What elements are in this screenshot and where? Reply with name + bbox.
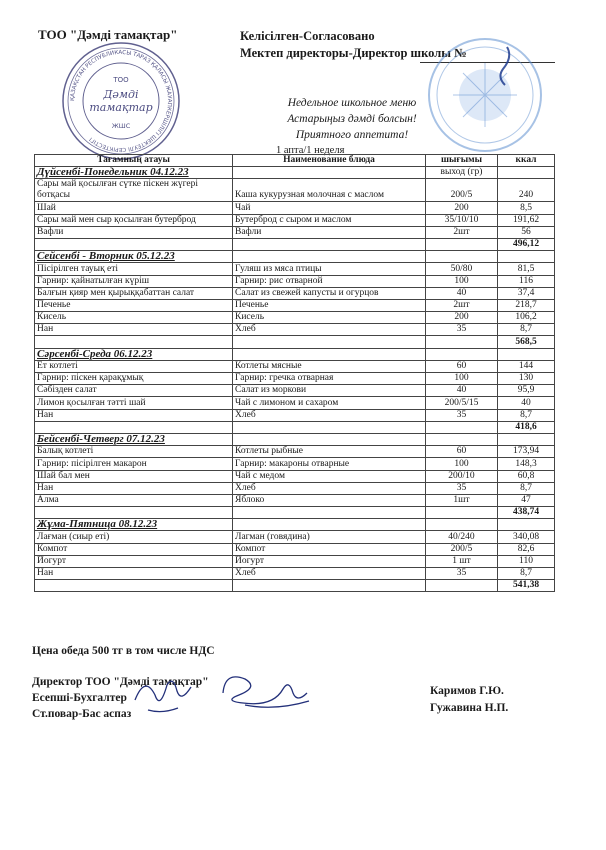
day-blank-cell: [233, 167, 426, 179]
dish-name-kz: Гарнир: піскен қарақұмық: [35, 373, 233, 385]
table-row: [35, 397, 555, 409]
table-row: [35, 482, 555, 494]
tagline-ru: Недельное школьное меню: [287, 97, 417, 109]
dish-yield: 2шт: [426, 299, 498, 311]
yield-subheader: [426, 251, 498, 263]
table-row: [35, 226, 555, 238]
yield-subheader: [426, 433, 498, 445]
table-row: [35, 470, 555, 482]
signature-role-cook: Ст.повар-Бас аспаз: [32, 708, 132, 720]
day-header-row: [35, 251, 555, 263]
dish-name-ru: Гуляш из мяса птицы: [233, 263, 426, 275]
table-row: [35, 312, 555, 324]
total-blank-cell: [233, 238, 426, 250]
total-blank-cell: [426, 580, 498, 592]
dish-kcal: 81,5: [498, 263, 555, 275]
yield-subheader: [426, 348, 498, 360]
menu-tagline: [262, 95, 442, 143]
accountant-signature: [130, 670, 200, 720]
total-blank-cell: [233, 421, 426, 433]
dish-name-ru: Хлеб: [233, 482, 426, 494]
dish-kcal: 110: [498, 555, 555, 567]
day-total-kcal: 568,5: [498, 336, 555, 348]
signer-name-cook: Гужавина Н.П.: [430, 702, 509, 714]
dish-name-kz: Нан: [35, 409, 233, 421]
col-header-ru-name: Наименование блюда: [233, 155, 426, 167]
table-row: [35, 179, 555, 202]
dish-yield: 200/5/15: [426, 397, 498, 409]
dish-yield: 200: [426, 202, 498, 214]
day-total-row: [35, 507, 555, 519]
table-row: [35, 555, 555, 567]
day-title: Сәрсенбі-Среда 06.12.23: [35, 348, 233, 360]
dish-kcal: 8,7: [498, 324, 555, 336]
kcal-blank-cell: [498, 348, 555, 360]
dish-name-kz: Шай: [35, 202, 233, 214]
dish-kcal: 8,7: [498, 482, 555, 494]
table-row: [35, 543, 555, 555]
organization-name: ТОО "Дәмді тамақтар": [38, 27, 178, 42]
stamp-bottom-text: ЖШС: [111, 122, 131, 130]
dish-name-kz: Лимон қосылған тәтті шай: [35, 397, 233, 409]
table-row: [35, 568, 555, 580]
dish-yield: 1шт: [426, 494, 498, 506]
approval-line-2: Мектеп директоры-Директор школы №: [240, 46, 467, 60]
lunch-price: Цена обеда 500 тг в том числе НДС: [32, 645, 215, 657]
dish-name-ru: Вафли: [233, 226, 426, 238]
dish-name-kz: Нан: [35, 482, 233, 494]
yield-subheader: [426, 519, 498, 531]
dish-name-ru: Хлеб: [233, 409, 426, 421]
total-blank-cell: [426, 507, 498, 519]
total-blank-cell: [233, 507, 426, 519]
dish-kcal: 60,8: [498, 470, 555, 482]
dish-kcal: 240: [498, 179, 555, 202]
dish-kcal: 173,94: [498, 446, 555, 458]
dish-name-ru: Хлеб: [233, 324, 426, 336]
total-blank-cell: [426, 336, 498, 348]
dish-name-ru: Яблоко: [233, 494, 426, 506]
table-row: [35, 202, 555, 214]
dish-yield: 40/240: [426, 531, 498, 543]
dish-name-kz: Гарнир: пісірілген макарон: [35, 458, 233, 470]
dish-kcal: 47: [498, 494, 555, 506]
dish-yield: 2шт: [426, 226, 498, 238]
dish-name-ru: Бутерброд с сыром и маслом: [233, 214, 426, 226]
day-blank-cell: [233, 251, 426, 263]
dish-kcal: 56: [498, 226, 555, 238]
dish-kcal: 144: [498, 360, 555, 372]
tagline-ru2: Приятного аппетита!: [295, 129, 409, 141]
dish-name-kz: Сәбізден салат: [35, 385, 233, 397]
dish-yield: 35: [426, 409, 498, 421]
dish-kcal: 191,62: [498, 214, 555, 226]
table-row: [35, 446, 555, 458]
dish-yield: 60: [426, 446, 498, 458]
total-blank-cell: [426, 421, 498, 433]
week-label: 1 апта/1 неделя: [276, 145, 345, 156]
table-row: [35, 385, 555, 397]
signer-name-director: Каримов Г.Ю.: [430, 685, 504, 697]
dish-yield: 100: [426, 373, 498, 385]
dish-name-ru: Каша кукурузная молочная с маслом: [233, 179, 426, 202]
dish-name-kz: Алма: [35, 494, 233, 506]
dish-name-ru: Кисель: [233, 312, 426, 324]
col-header-yield: шығымы: [426, 155, 498, 167]
table-row: [35, 263, 555, 275]
day-blank-cell: [233, 433, 426, 445]
dish-yield: 35/10/10: [426, 214, 498, 226]
dish-name-kz: Нан: [35, 324, 233, 336]
dish-kcal: 37,4: [498, 287, 555, 299]
day-header-row: [35, 519, 555, 531]
kcal-blank-cell: [498, 251, 555, 263]
total-blank-cell: [35, 238, 233, 250]
yield-subheader: выход (гр): [426, 167, 498, 179]
dish-name-kz: Гарнир: қайнатылған күріш: [35, 275, 233, 287]
stamp-name-line2: тамақтар: [89, 101, 153, 114]
dish-kcal: 130: [498, 373, 555, 385]
day-header-row: [35, 167, 555, 179]
kcal-blank-cell: [498, 433, 555, 445]
table-row: [35, 458, 555, 470]
table-row: [35, 299, 555, 311]
dish-yield: 1 шт: [426, 555, 498, 567]
day-blank-cell: [233, 348, 426, 360]
total-blank-cell: [35, 507, 233, 519]
approval-line-1: Келісілген-Согласовано: [240, 29, 375, 43]
dish-name-kz: Вафли: [35, 226, 233, 238]
day-title: Бейсенбі-Четверг 07.12.23: [35, 433, 233, 445]
col-header-kz-name: Тағамның атауы: [35, 155, 233, 167]
total-blank-cell: [233, 580, 426, 592]
dish-name-kz: Компот: [35, 543, 233, 555]
col-header-kcal: ккал: [498, 155, 555, 167]
dish-name-ru: Йогурт: [233, 555, 426, 567]
kcal-blank-cell: [498, 167, 555, 179]
table-row: [35, 275, 555, 287]
tagline-kz: Астарыңыз дәмді болсын!: [287, 113, 417, 125]
day-total-row: [35, 421, 555, 433]
dish-name-ru: Хлеб: [233, 568, 426, 580]
dish-yield: 100: [426, 275, 498, 287]
dish-name-kz: Пісірілген тауық еті: [35, 263, 233, 275]
dish-yield: 35: [426, 482, 498, 494]
dish-yield: 200: [426, 312, 498, 324]
dish-kcal: 218,7: [498, 299, 555, 311]
stamp-name-line1: Дәмді: [103, 88, 139, 101]
dish-name-kz: Лағман (сиыр еті): [35, 531, 233, 543]
table-row: [35, 287, 555, 299]
company-stamp: [60, 40, 182, 162]
dish-yield: 200/10: [426, 470, 498, 482]
dish-name-ru: Гарнир: рис отварной: [233, 275, 426, 287]
table-row: [35, 531, 555, 543]
dish-kcal: 106,2: [498, 312, 555, 324]
stamp-org-short: ТОО: [113, 76, 129, 84]
day-total-row: [35, 336, 555, 348]
dish-kcal: 8,7: [498, 568, 555, 580]
total-blank-cell: [426, 238, 498, 250]
dish-name-ru: Котлеты мясные: [233, 360, 426, 372]
day-total-kcal: 418,6: [498, 421, 555, 433]
dish-kcal: 82,6: [498, 543, 555, 555]
dish-name-ru: Салат из моркови: [233, 385, 426, 397]
dish-name-ru: Салат из свежей капусты и огурцов: [233, 287, 426, 299]
dish-name-kz: Нан: [35, 568, 233, 580]
dish-name-kz: Кисель: [35, 312, 233, 324]
table-header-row: [35, 155, 555, 167]
dish-name-kz: Балғын қияр мен қырыққабаттан салат: [35, 287, 233, 299]
dish-kcal: 116: [498, 275, 555, 287]
total-blank-cell: [35, 336, 233, 348]
stamp-ring-text: ҚАЗАҚСТАН РЕСПУБЛИКАСЫ ТАРАЗ ҚАЛАСЫ ЖАУАПКЕРШІЛІГІ ШЕКТЕУЛІ СЕРІКТЕСТІГІ: [69, 49, 173, 153]
table-row: [35, 360, 555, 372]
day-title: Жұма-Пятница 08.12.23: [35, 519, 233, 531]
dish-name-kz: Ет котлеті: [35, 360, 233, 372]
dish-name-ru: Гарнир: гречка отварная: [233, 373, 426, 385]
dish-kcal: 8,7: [498, 409, 555, 421]
table-row: [35, 409, 555, 421]
dish-kcal: 95,9: [498, 385, 555, 397]
day-total-kcal: 438,74: [498, 507, 555, 519]
dish-name-kz: Йогурт: [35, 555, 233, 567]
dish-name-ru: Печенье: [233, 299, 426, 311]
dish-name-ru: Чай с медом: [233, 470, 426, 482]
day-title: Дүйсенбі-Понедельник 04.12.23: [35, 167, 233, 179]
total-blank-cell: [233, 336, 426, 348]
day-total-kcal: 541,38: [498, 580, 555, 592]
dish-name-ru: Лагман (говядина): [233, 531, 426, 543]
table-row: [35, 373, 555, 385]
dish-yield: 200/5: [426, 179, 498, 202]
school-seal: [425, 35, 545, 155]
dish-name-ru: Котлеты рыбные: [233, 446, 426, 458]
dish-kcal: 40: [498, 397, 555, 409]
dish-yield: 40: [426, 385, 498, 397]
day-header-row: [35, 433, 555, 445]
dish-name-kz: Шай бал мен: [35, 470, 233, 482]
dish-name-ru: Чай с лимоном и сахаром: [233, 397, 426, 409]
dish-yield: 60: [426, 360, 498, 372]
dish-name-kz: Сары май қосылған сүтке піскен жүгері ботқасы: [35, 179, 233, 202]
dish-yield: 35: [426, 324, 498, 336]
dish-name-ru: Гарнир: макароны отварные: [233, 458, 426, 470]
dish-yield: 40: [426, 287, 498, 299]
dish-kcal: 340,08: [498, 531, 555, 543]
day-title: Сейсенбі - Вторник 05.12.23: [35, 251, 233, 263]
dish-name-kz: Балық котлеті: [35, 446, 233, 458]
total-blank-cell: [35, 580, 233, 592]
signature-role-accountant: Есепші-Бухгалтер: [32, 692, 127, 704]
day-header-row: [35, 348, 555, 360]
kcal-blank-cell: [498, 519, 555, 531]
dish-yield: 35: [426, 568, 498, 580]
table-row: [35, 214, 555, 226]
dish-kcal: 8,5: [498, 202, 555, 214]
dish-name-ru: Чай: [233, 202, 426, 214]
day-total-kcal: 496,12: [498, 238, 555, 250]
dish-name-kz: Сары май мен сыр қосылған бутерброд: [35, 214, 233, 226]
total-blank-cell: [35, 421, 233, 433]
dish-name-ru: Компот: [233, 543, 426, 555]
dish-yield: 200/5: [426, 543, 498, 555]
table-row: [35, 494, 555, 506]
day-blank-cell: [233, 519, 426, 531]
cook-signature: [215, 665, 320, 715]
dish-name-kz: Печенье: [35, 299, 233, 311]
menu-table: [34, 154, 555, 592]
signature-role-director: Директор ТОО "Дәмді тамақтар": [32, 676, 209, 688]
dish-yield: 50/80: [426, 263, 498, 275]
menu-table-body: [35, 167, 555, 592]
dish-kcal: 148,3: [498, 458, 555, 470]
day-total-row: [35, 580, 555, 592]
dish-yield: 100: [426, 458, 498, 470]
table-row: [35, 324, 555, 336]
day-total-row: [35, 238, 555, 250]
